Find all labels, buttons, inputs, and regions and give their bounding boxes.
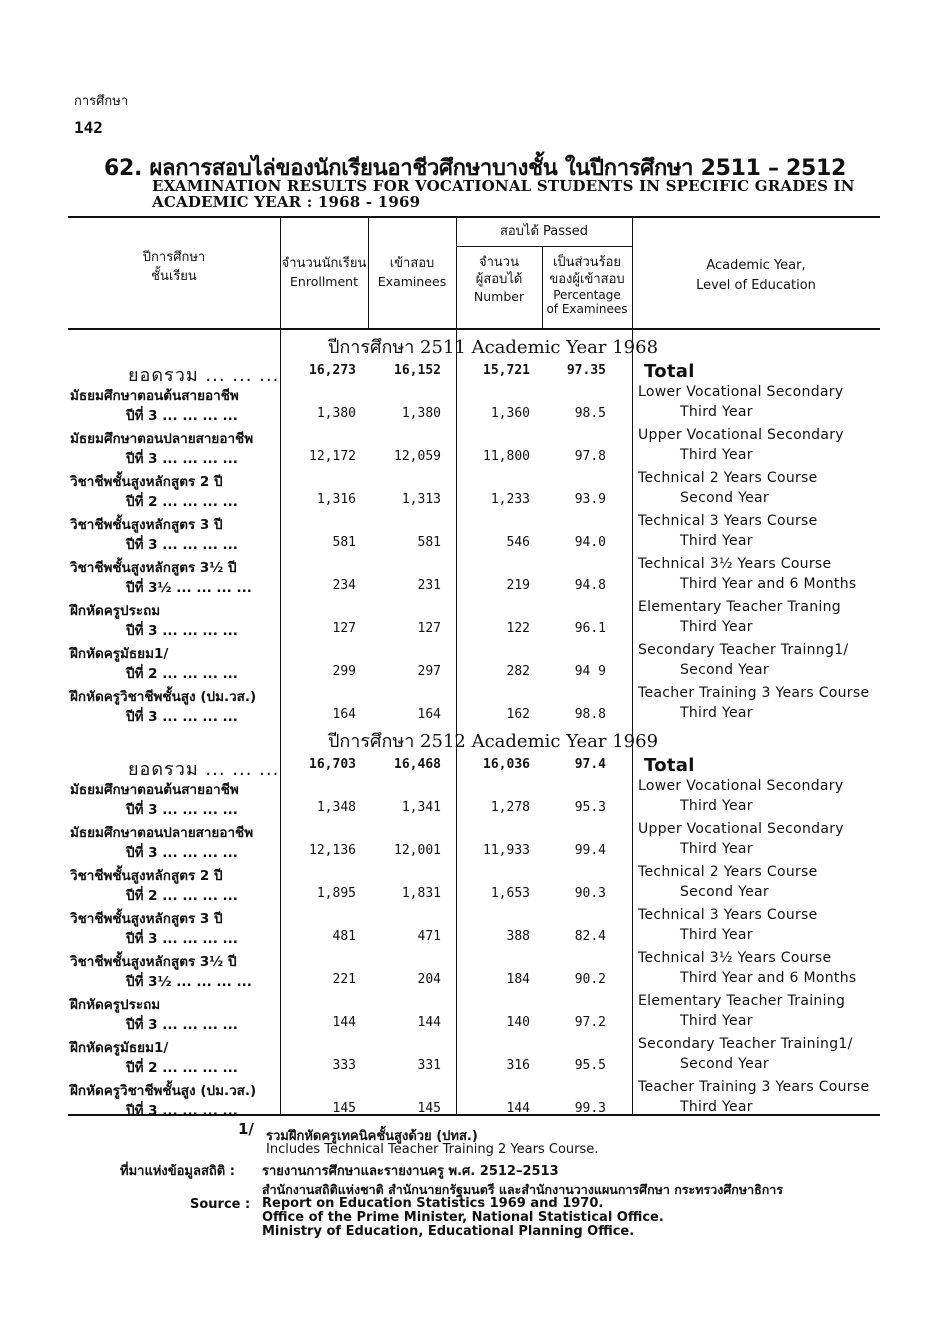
- total-label-thai: ยอดรวม ... ... ...: [128, 365, 280, 386]
- grade-label-thai: ปีที่ 3 ... ... ... ...: [126, 537, 238, 553]
- percentage-value: 97.2: [574, 1015, 606, 1030]
- running-header: การศึกษา: [74, 94, 129, 109]
- grade-label-english: Third Year: [680, 404, 753, 420]
- percentage-value: 98.8: [574, 707, 606, 722]
- enrollment-value: 1,316: [316, 492, 356, 507]
- level-label-thai: ฝึกหัดครูมัธยม1/: [70, 646, 169, 662]
- level-label-english: Technical 3 Years Course: [638, 513, 818, 529]
- passed-value: 122: [506, 621, 530, 636]
- table-title-thai-text: ผลการสอบไล่ของนักเรียนอาชีวศึกษาบางชั้น ในปีการศึกษา 2511 – 2512: [149, 156, 847, 181]
- enrollment-value: 1,348: [316, 800, 356, 815]
- enrollment-value: 145: [332, 1101, 356, 1116]
- total-passed: 16,036: [483, 757, 530, 772]
- percentage-value: 94.8: [574, 578, 606, 593]
- results-table: [68, 214, 880, 1119]
- examinees-value: 1,380: [401, 406, 441, 421]
- grade-label-thai: ปีที่ 2 ... ... ... ...: [126, 888, 238, 904]
- grade-label-thai: ปีที่ 3 ... ... ... ...: [126, 845, 238, 861]
- table-number: 62.: [104, 156, 143, 181]
- source-english-1: Report on Education Statistics 1969 and 1970.: [262, 1196, 604, 1211]
- grade-label-thai: ปีที่ 3 ... ... ... ...: [126, 451, 238, 467]
- level-label-thai: ฝึกหัดครูประถม: [70, 997, 161, 1013]
- col-passed-number: จำนวน ผู้สอบได้ Number: [473, 255, 525, 304]
- footnote-english: Includes Technical Teacher Training 2 Years Course.: [266, 1142, 599, 1157]
- grade-label-thai: ปีที่ 3 ... ... ... ...: [126, 1017, 238, 1033]
- col-level-th: ปีการศึกษา ชั้นเรียน: [142, 250, 206, 284]
- source-thai-2: สำนักงานสถิติแห่งชาติ สำนักนายกรัฐมนตรี และสำนักงานวางแผนการศึกษา กระทรวงศึกษาธิการ: [262, 1182, 784, 1197]
- level-label-thai: วิชาชีพชั้นสูงหลักสูตร 2 ปี: [70, 474, 223, 490]
- examinees-value: 12,001: [394, 843, 441, 858]
- source-label-english: Source :: [190, 1197, 251, 1212]
- grade-label-thai: ปีที่ 2 ... ... ... ...: [126, 494, 238, 510]
- enrollment-value: 221: [332, 972, 356, 987]
- examinees-value: 231: [417, 578, 441, 593]
- level-label-thai: มัธยมศึกษาตอนปลายสายอาชีพ: [70, 431, 254, 447]
- examinees-value: 144: [417, 1015, 441, 1030]
- percentage-value: 98.5: [574, 406, 606, 421]
- enrollment-value: 164: [332, 707, 356, 722]
- level-label-english: Secondary Teacher Trainng1/: [638, 642, 849, 658]
- examinees-value: 1,831: [401, 886, 441, 901]
- passed-value: 162: [506, 707, 530, 722]
- passed-value: 316: [506, 1058, 530, 1073]
- level-label-thai: มัธยมศึกษาตอนปลายสายอาชีพ: [70, 825, 254, 841]
- examinees-value: 145: [417, 1101, 441, 1116]
- passed-value: 1,233: [490, 492, 530, 507]
- level-label-english: Upper Vocational Secondary: [638, 427, 844, 443]
- col-enroll: จำนวนนักเรียน Enrollment: [281, 256, 367, 289]
- examinees-value: 581: [417, 535, 441, 550]
- enrollment-value: 581: [332, 535, 356, 550]
- total-label-thai: ยอดรวม ... ... ...: [128, 759, 280, 780]
- grade-label-english: Third Year: [680, 1013, 753, 1029]
- percentage-value: 90.3: [574, 886, 606, 901]
- total-enrollment: 16,273: [309, 363, 356, 378]
- examinees-value: 1,341: [401, 800, 441, 815]
- level-label-english: Elementary Teacher Training: [638, 993, 846, 1009]
- level-label-thai: วิชาชีพชั้นสูงหลักสูตร 2 ปี: [70, 868, 223, 884]
- examinees-value: 204: [417, 972, 441, 987]
- percentage-value: 99.3: [574, 1101, 606, 1116]
- level-label-english: Technical 2 Years Course: [638, 864, 818, 880]
- passed-value: 1,653: [490, 886, 530, 901]
- level-label-thai: ฝึกหัดครูมัธยม1/: [70, 1040, 169, 1056]
- level-label-thai: ฝึกหัดครูวิชาชีพชั้นสูง (ปม.วส.): [70, 689, 257, 705]
- level-label-thai: มัธยมศึกษาตอนต้นสายอาชีพ: [70, 388, 239, 404]
- section-title: ปีการศึกษา 2511 Academic Year 1968: [327, 337, 659, 358]
- rule-top: [68, 216, 880, 218]
- grade-label-english: Second Year: [680, 490, 769, 506]
- passed-value: 11,933: [483, 843, 530, 858]
- grade-label-thai: ปีที่ 3 ... ... ... ...: [126, 709, 238, 725]
- grade-label-thai: ปีที่ 3 ... ... ... ...: [126, 1103, 238, 1119]
- table-title-english: EXAMINATION RESULTS FOR VOCATIONAL STUDENTS IN SPECIFIC GRADES IN ACADEMIC YEAR : 1968 - 1969: [152, 177, 855, 211]
- col-sep-1: [280, 216, 281, 1114]
- grade-label-thai: ปีที่ 3 ... ... ... ...: [126, 408, 238, 424]
- examinees-value: 297: [417, 664, 441, 679]
- level-label-english: Lower Vocational Secondary: [638, 384, 844, 400]
- level-label-thai: ฝึกหัดครูวิชาชีพชั้นสูง (ปม.วส.): [70, 1083, 257, 1099]
- grade-label-english: Second Year: [680, 884, 769, 900]
- enrollment-value: 1,380: [316, 406, 356, 421]
- passed-value: 140: [506, 1015, 530, 1030]
- level-label-english: Teacher Training 3 Years Course: [638, 685, 870, 701]
- percentage-value: 82.4: [574, 929, 606, 944]
- level-label-thai: วิชาชีพชั้นสูงหลักสูตร 3 ปี: [70, 517, 223, 533]
- passed-value: 1,360: [490, 406, 530, 421]
- examinees-value: 331: [417, 1058, 441, 1073]
- total-passed: 15,721: [483, 363, 530, 378]
- rule-passed: [456, 246, 632, 247]
- total-percentage: 97.4: [574, 757, 606, 772]
- total-examinees: 16,468: [394, 757, 441, 772]
- percentage-value: 96.1: [574, 621, 606, 636]
- grade-label-english: Second Year: [680, 1056, 769, 1072]
- enrollment-value: 333: [332, 1058, 356, 1073]
- examinees-value: 127: [417, 621, 441, 636]
- passed-value: 11,800: [483, 449, 530, 464]
- level-label-english: Technical 2 Years Course: [638, 470, 818, 486]
- total-percentage: 97.35: [566, 363, 606, 378]
- level-label-english: Secondary Teacher Training1/: [638, 1036, 853, 1052]
- source-label-thai: ที่มาแห่งข้อมูลสถิติ :: [120, 1164, 235, 1179]
- percentage-value: 90.2: [574, 972, 606, 987]
- grade-label-thai: ปีที่ 2 ... ... ... ...: [126, 1060, 238, 1076]
- passed-value: 388: [506, 929, 530, 944]
- grade-label-thai: ปีที่ 3½ ... ... ... ...: [126, 974, 252, 990]
- col-exam: เข้าสอบ Examinees: [377, 256, 447, 289]
- passed-value: 144: [506, 1101, 530, 1116]
- section-title: ปีการศึกษา 2512 Academic Year 1969: [327, 731, 659, 752]
- level-label-thai: วิชาชีพชั้นสูงหลักสูตร 3½ ปี: [70, 954, 237, 970]
- grade-label-thai: ปีที่ 3 ... ... ... ...: [126, 623, 238, 639]
- footnote-mark: 1/: [238, 1120, 254, 1138]
- rule-header-bottom: [68, 328, 880, 330]
- percentage-value: 97.8: [574, 449, 606, 464]
- enrollment-value: 299: [332, 664, 356, 679]
- grade-label-english: Third Year: [680, 927, 753, 943]
- source-thai-1: รายงานการศึกษาและรายงานครู พ.ศ. 2512–2513: [262, 1164, 559, 1179]
- enrollment-value: 12,172: [309, 449, 356, 464]
- grade-label-english: Third Year and 6 Months: [680, 970, 857, 986]
- passed-value: 282: [506, 664, 530, 679]
- total-label-english: Total: [644, 361, 695, 382]
- total-examinees: 16,152: [394, 363, 441, 378]
- grade-label-english: Third Year: [680, 533, 753, 549]
- level-label-english: Upper Vocational Secondary: [638, 821, 844, 837]
- level-label-english: Lower Vocational Secondary: [638, 778, 844, 794]
- grade-label-thai: ปีที่ 3 ... ... ... ...: [126, 931, 238, 947]
- grade-label-english: Third Year: [680, 798, 753, 814]
- level-label-english: Technical 3½ Years Course: [638, 950, 832, 966]
- page-number: 142: [74, 118, 103, 137]
- grade-label-english: Third Year and 6 Months: [680, 576, 857, 592]
- enrollment-value: 127: [332, 621, 356, 636]
- grade-label-english: Third Year: [680, 447, 753, 463]
- examinees-value: 471: [417, 929, 441, 944]
- enrollment-value: 12,136: [309, 843, 356, 858]
- enrollment-value: 481: [332, 929, 356, 944]
- grade-label-english: Second Year: [680, 662, 769, 678]
- total-label-english: Total: [644, 755, 695, 776]
- footnote-thai: รวมฝึกหัดครูเทคนิคชั้นสูงด้วย (ปทส.): [266, 1129, 478, 1144]
- grade-label-thai: ปีที่ 3½ ... ... ... ...: [126, 580, 252, 596]
- level-label-english: Technical 3½ Years Course: [638, 556, 832, 572]
- enrollment-value: 1,895: [316, 886, 356, 901]
- percentage-value: 99.4: [574, 843, 606, 858]
- grade-label-thai: ปีที่ 3 ... ... ... ...: [126, 802, 238, 818]
- level-label-english: Elementary Teacher Traning: [638, 599, 841, 615]
- grade-label-english: Third Year: [680, 619, 753, 635]
- examinees-value: 164: [417, 707, 441, 722]
- grade-label-thai: ปีที่ 2 ... ... ... ...: [126, 666, 238, 682]
- percentage-value: 95.3: [574, 800, 606, 815]
- passed-value: 546: [506, 535, 530, 550]
- source-english-3: Ministry of Education, Educational Planning Office.: [262, 1224, 635, 1239]
- passed-value: 219: [506, 578, 530, 593]
- grade-label-english: Third Year: [680, 705, 753, 721]
- enrollment-value: 144: [332, 1015, 356, 1030]
- level-label-english: Technical 3 Years Course: [638, 907, 818, 923]
- grade-label-english: Third Year: [680, 1099, 753, 1115]
- passed-value: 1,278: [490, 800, 530, 815]
- level-label-thai: ฝึกหัดครูประถม: [70, 603, 161, 619]
- percentage-value: 93.9: [574, 492, 606, 507]
- total-enrollment: 16,703: [309, 757, 356, 772]
- enrollment-value: 234: [332, 578, 356, 593]
- percentage-value: 95.5: [574, 1058, 606, 1073]
- level-label-thai: วิชาชีพชั้นสูงหลักสูตร 3½ ปี: [70, 560, 237, 576]
- percentage-value: 94 9: [574, 664, 606, 679]
- col-passed-pct: เป็นส่วนร้อย ของผู้เข้าสอบ Percentage of Examinees: [546, 255, 628, 316]
- source-english-2: Office of the Prime Minister, National Statistical Office.: [262, 1210, 664, 1225]
- level-label-thai: มัธยมศึกษาตอนต้นสายอาชีพ: [70, 782, 239, 798]
- passed-value: 184: [506, 972, 530, 987]
- level-label-thai: วิชาชีพชั้นสูงหลักสูตร 3 ปี: [70, 911, 223, 927]
- col-level-en: Academic Year, Level of Education: [696, 258, 816, 293]
- percentage-value: 94.0: [574, 535, 606, 550]
- grade-label-english: Third Year: [680, 841, 753, 857]
- examinees-value: 1,313: [401, 492, 441, 507]
- examinees-value: 12,059: [394, 449, 441, 464]
- col-passed-group: สอบได้ Passed: [499, 224, 589, 239]
- level-label-english: Teacher Training 3 Years Course: [638, 1079, 870, 1095]
